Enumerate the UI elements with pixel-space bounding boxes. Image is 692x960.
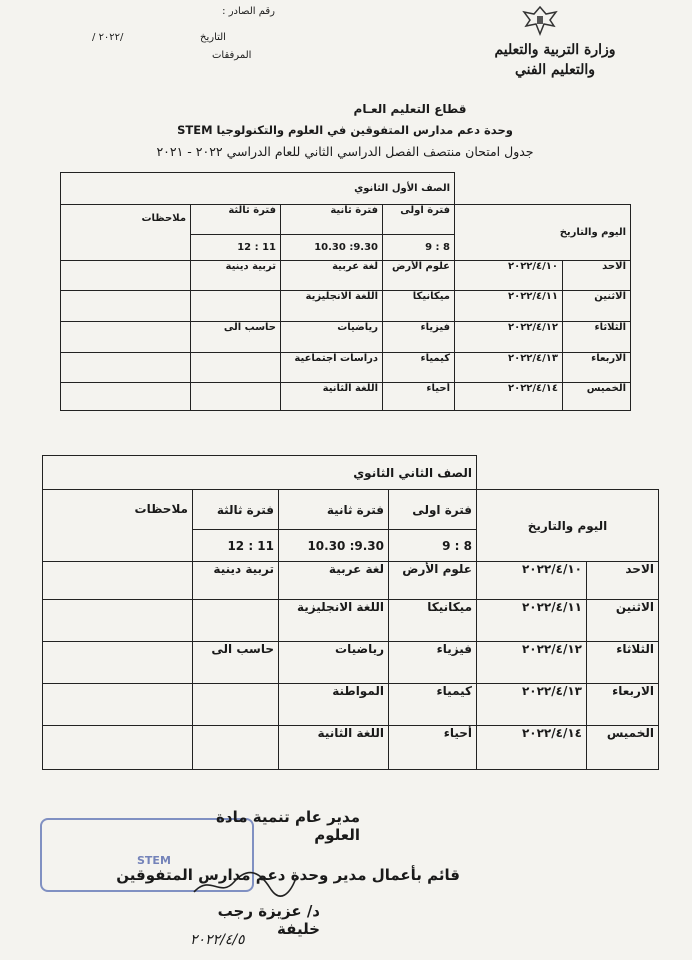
grade2-title: الصف الثاني الثانوي [43,456,477,490]
notes-cell [43,684,193,726]
date-cell: ٢٠٢٢/٤/١٤ [477,726,587,770]
director-title: مدير عام تنمية مادة العلوم [216,808,360,844]
period1-cell: فيزياء [383,322,455,353]
period2-cell: اللغة الانجليزية [279,600,389,642]
day-cell: الثلاثاء [563,322,631,353]
period3-cell [191,353,281,383]
date-cell: ٢٠٢٢/٤/١٠ [477,562,587,600]
notes-header: ملاحظات [43,490,193,562]
table-row [61,353,631,383]
period3-cell: تربية دينية [193,562,279,600]
period2-header: فترة ثانية [281,205,383,235]
period1-cell: أحياء [383,383,455,411]
table-row [43,600,659,642]
table-row [43,562,659,600]
day-cell: الاربعاء [587,684,659,726]
period3-header: فترة ثالثة [191,205,281,235]
date-label: التاريخ [200,32,226,43]
notes-cell [61,353,191,383]
date-cell: ٢٠٢٢/٤/١٠ [455,261,563,291]
day-cell: الخميس [563,383,631,411]
period2-time: 9.30: 10.30 [279,530,389,562]
period3-header: فترة ثالثة [193,490,279,530]
notes-cell [61,322,191,353]
notes-cell [61,383,191,411]
period2-cell: اللغة الثانية [279,726,389,770]
day-cell: الاحد [563,261,631,291]
period1-cell: كيمياء [383,353,455,383]
signed-date: ٢٠٢٢/٤/٥ [190,932,245,948]
period2-cell: اللغة الثانية [281,383,383,411]
notes-cell [43,642,193,684]
table-row [43,642,659,684]
notes-cell [43,600,193,642]
period1-time: 8 : 9 [383,235,455,261]
period2-cell: لغة عربية [281,261,383,291]
unit-title: وحدة دعم مدارس المتفوقين في العلوم والتكنولوجيا STEM [177,123,513,137]
table-row [61,322,631,353]
table-row [43,684,659,726]
period3-cell [191,383,281,411]
period2-cell: رياضيات [281,322,383,353]
notes-cell [61,291,191,322]
period3-cell [193,726,279,770]
period3-cell [191,291,281,322]
table-row [61,261,631,291]
signatory-name: د/ عزيزة رجب خليفة [217,902,320,938]
exam-table-grade2 [42,455,659,770]
date-cell: ٢٠٢٢/٤/١٢ [455,322,563,353]
period2-cell: المواطنة [279,684,389,726]
date-cell: ٢٠٢٢/٤/١٢ [477,642,587,684]
period1-cell: فيزياء [389,642,477,684]
period2-header: فترة ثانية [279,490,389,530]
sector-title: قطاع التعليم العـام [353,102,467,116]
day-date-header: اليوم والتاريخ [477,490,659,562]
period1-header: فترة اولى [389,490,477,530]
period1-cell: ميكانيكا [389,600,477,642]
exam-table-grade1 [60,172,631,411]
period3-time: 11 : 12 [193,530,279,562]
period1-time: 8 : 9 [389,530,477,562]
table-row [43,726,659,770]
period2-time: 9.30: 10.30 [281,235,383,261]
notes-cell [43,562,193,600]
period3-time: 11 : 12 [191,235,281,261]
attachments-label: المرفقات [212,50,252,61]
date-cell: ٢٠٢٢/٤/١١ [477,600,587,642]
day-cell: الخميس [587,726,659,770]
acting-director-title: قائم بأعمال مدير وحدة دعم مدارس المتفوقين [116,866,460,884]
ministry-line1: وزارة التربية والتعليم [494,42,616,58]
period1-cell: كيمياء [389,684,477,726]
period3-cell: تربية دينية [191,261,281,291]
day-cell: الثلاثاء [587,642,659,684]
day-cell: الاثنين [587,600,659,642]
period2-cell: رياضيات [279,642,389,684]
day-cell: الاربعاء [563,353,631,383]
day-cell: الاثنين [563,291,631,322]
notes-cell [43,726,193,770]
eagle-emblem-icon [520,4,560,38]
date-cell: ٢٠٢٢/٤/١٣ [477,684,587,726]
stamp-text: STEM [137,854,171,867]
period2-cell: لغة عربية [279,562,389,600]
table-row [61,291,631,322]
period1-cell: ميكانيكا [383,291,455,322]
day-date-header: اليوم والتاريخ [455,205,631,261]
period2-cell: دراسات اجتماعية [281,353,383,383]
date-value: / ٢٠٢٢/ [92,32,124,43]
notes-header: ملاحظات [61,205,191,261]
period1-cell: علوم الأرض [389,562,477,600]
period3-cell: حاسب الى [191,322,281,353]
period3-cell [193,684,279,726]
period2-cell: اللغة الانجليزية [281,291,383,322]
date-cell: ٢٠٢٢/٤/١٤ [455,383,563,411]
period1-cell: علوم الأرض [383,261,455,291]
schedule-title: جدول امتحان منتصف الفصل الدراسي الثاني للعام الدراسي ٢٠٢٢ - ٢٠٢١ [156,144,534,159]
period1-cell: أحياء [389,726,477,770]
period3-cell: حاسب الى [193,642,279,684]
grade1-title: الصف الأول الثانوي [61,173,455,205]
table-row [61,383,631,411]
issue-number-label: رقم الصادر : [222,6,275,17]
day-cell: الاحد [587,562,659,600]
period1-header: فترة اولى [383,205,455,235]
handwritten-signature-icon [190,868,300,902]
notes-cell [61,261,191,291]
date-cell: ٢٠٢٢/٤/١٣ [455,353,563,383]
period3-cell [193,600,279,642]
date-cell: ٢٠٢٢/٤/١١ [455,291,563,322]
ministry-line2: والتعليم الفني [514,62,596,78]
